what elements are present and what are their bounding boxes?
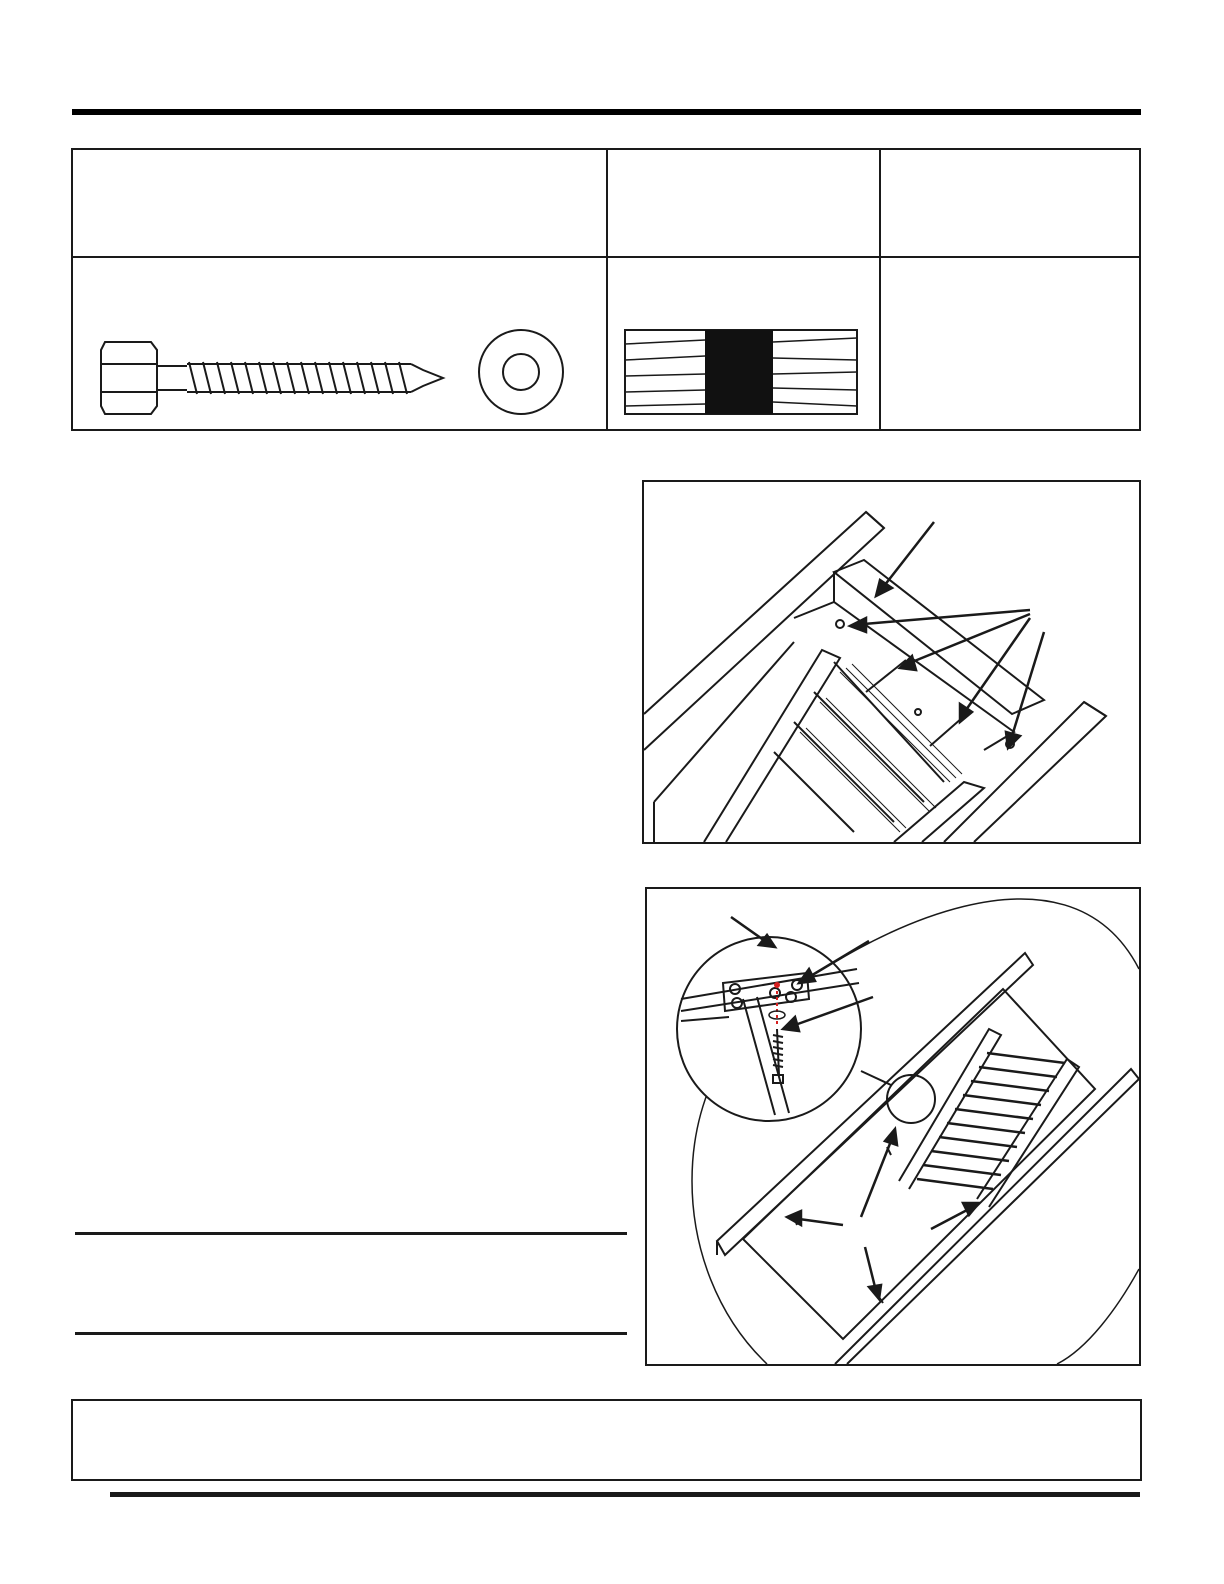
footer-rule bbox=[110, 1492, 1140, 1497]
table-divider bbox=[73, 256, 1139, 258]
bottom-notice-box bbox=[71, 1399, 1142, 1481]
ladder-detail-circle-figure-icon bbox=[647, 889, 1139, 1364]
lag-screw-icon bbox=[93, 320, 573, 420]
hardware-table bbox=[71, 148, 1141, 431]
header-rule bbox=[72, 109, 1141, 115]
table-divider bbox=[606, 150, 608, 429]
ladder-frame-lag-screw-figure-icon bbox=[644, 482, 1139, 842]
figure-1 bbox=[642, 480, 1141, 844]
shim-icon bbox=[621, 326, 861, 418]
note-rule-bottom bbox=[75, 1332, 627, 1335]
washer-icon bbox=[479, 330, 563, 414]
note-rule-top bbox=[75, 1232, 627, 1235]
figure-2 bbox=[645, 887, 1141, 1366]
table-divider bbox=[879, 150, 881, 429]
